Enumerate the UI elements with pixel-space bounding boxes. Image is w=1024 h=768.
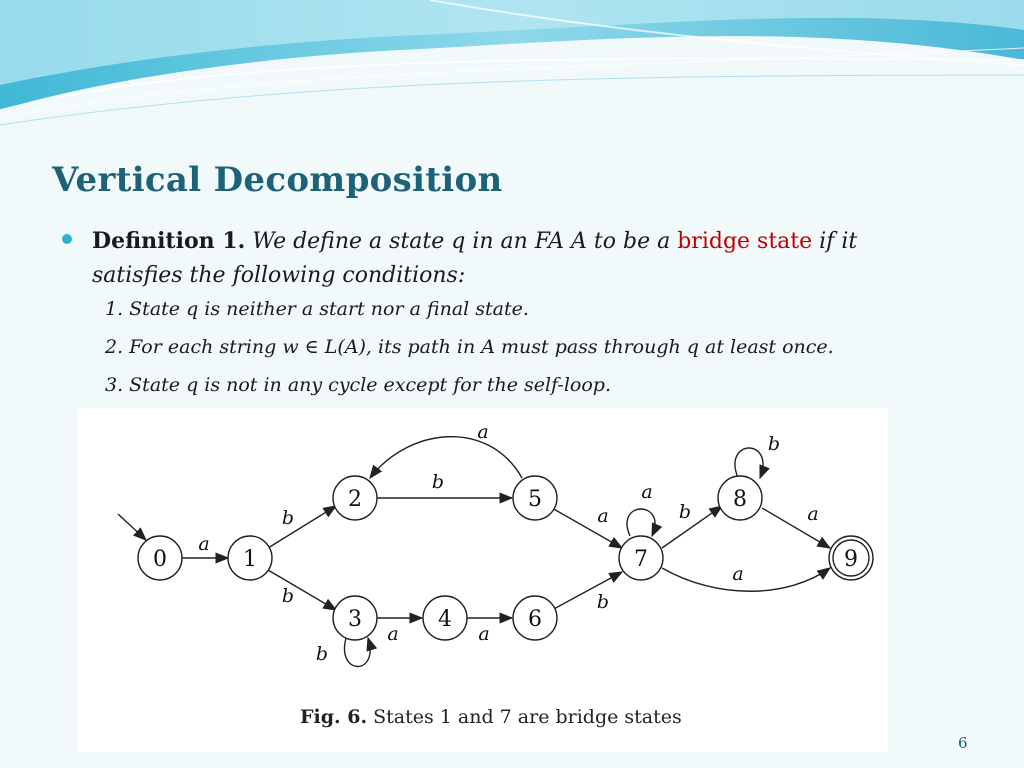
loop-8 <box>735 448 763 478</box>
page-number: 6 <box>958 734 968 752</box>
edge-8-9 <box>762 508 830 548</box>
condition-3: 3. State q is not in any cycle except for the self-loop. <box>105 374 611 396</box>
header-wave-decoration <box>0 0 1024 130</box>
state-5-label: 5 <box>528 487 542 512</box>
label-1-3: b <box>281 585 295 607</box>
state-6-label: 6 <box>528 607 542 632</box>
label-6-7: b <box>596 591 610 613</box>
state-4-label: 4 <box>438 607 452 632</box>
label-7-loop: a <box>641 481 653 503</box>
state-0-label: 0 <box>153 547 167 572</box>
state-2-label: 2 <box>348 487 362 512</box>
label-4-6: a <box>478 623 490 645</box>
condition-2: 2. For each string w ∈ L(A), its path in A must pass through q at least once. <box>105 336 834 358</box>
label-3-loop: b <box>315 643 329 665</box>
label-8-loop: b <box>767 433 781 455</box>
bridge-state-term: bridge state <box>677 229 813 254</box>
state-8-label: 8 <box>733 487 747 512</box>
start-arrow <box>118 514 146 540</box>
state-1-label: 1 <box>243 547 257 572</box>
edge-5-7 <box>552 508 622 548</box>
automaton-diagram <box>78 408 888 752</box>
bullet-icon <box>62 234 72 244</box>
definition-label: Definition 1. <box>92 228 246 254</box>
edge-7-8 <box>662 506 722 548</box>
edge-1-3 <box>268 570 336 610</box>
caption-label: Fig. 6. <box>300 706 368 728</box>
state-9-label: 9 <box>844 547 858 572</box>
caption-text: States 1 and 7 are bridge states <box>373 706 682 728</box>
definition-paragraph <box>92 224 932 293</box>
edge-1-2 <box>268 506 336 548</box>
loop-3 <box>345 638 371 667</box>
edge-5-2 <box>370 437 522 478</box>
state-3-label: 3 <box>348 607 362 632</box>
edge-7-9 <box>662 568 830 591</box>
figure-caption <box>300 706 682 728</box>
label-3-4: a <box>387 623 399 645</box>
condition-1: 1. State q is neither a start nor a final state. <box>105 298 529 320</box>
definition-text-before: We define a state q in an FA A to be a <box>252 229 671 254</box>
automaton-figure <box>78 408 888 752</box>
label-0-1: a <box>198 533 210 555</box>
label-8-9: a <box>807 503 819 525</box>
label-5-7: a <box>597 505 609 527</box>
edge-6-7 <box>552 572 622 610</box>
label-7-8: b <box>678 501 692 523</box>
label-1-2: b <box>281 507 295 529</box>
label-5-2: a <box>477 421 489 443</box>
label-2-5: b <box>431 471 445 493</box>
slide-title: Vertical Decomposition <box>52 160 503 200</box>
state-7-label: 7 <box>634 547 648 572</box>
definition-text-after: if it satisfies the following conditions: <box>92 229 858 288</box>
label-7-9: a <box>732 563 744 585</box>
loop-7 <box>627 509 655 536</box>
